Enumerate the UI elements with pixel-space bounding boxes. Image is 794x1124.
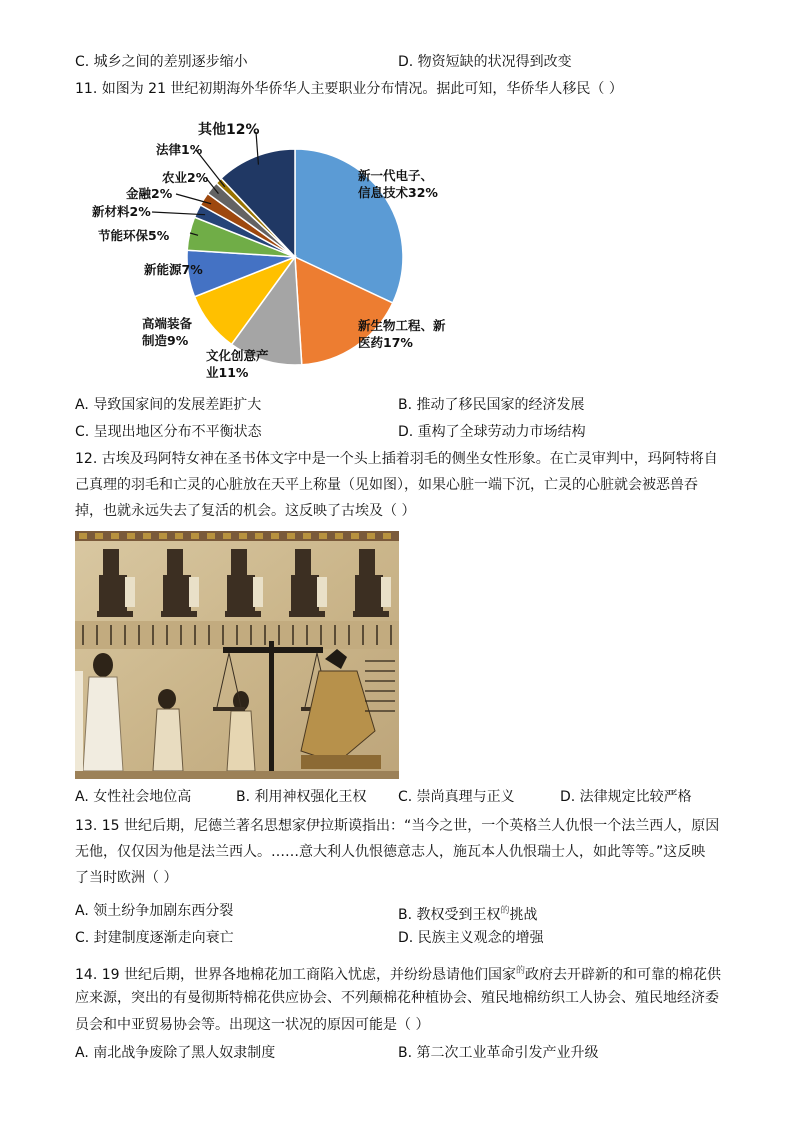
pie-slice-label-line: 信息技术32% xyxy=(358,185,438,200)
q13-option-c[interactable]: C. 封建制度逐渐走向衰亡 xyxy=(75,930,234,946)
q13-option-a[interactable]: A. 领土纷争加剧东西分裂 xyxy=(75,903,234,919)
pie-slice-label-line: 文化创意产 xyxy=(206,348,269,363)
q12-option-c[interactable]: C. 崇尚真理与正义 xyxy=(398,789,515,805)
pie-slice-label-line: 法律1% xyxy=(156,142,203,157)
q12-option-a[interactable]: A. 女性社会地位高 xyxy=(75,789,192,805)
q12-option-d[interactable]: D. 法律规定比较严格 xyxy=(560,789,692,805)
pie-slice-label xyxy=(92,204,151,219)
pie-slice-label xyxy=(144,262,203,277)
pie-slice-label-line: 新生物工程、新 xyxy=(358,318,446,333)
pie-slice-label xyxy=(142,316,193,348)
pie-slice-label xyxy=(198,121,260,138)
q14-stem-text-2: 政府去开辟新的和可靠的棉花供 xyxy=(525,967,721,983)
q14-option-b[interactable]: B. 第二次工业革命引发产业升级 xyxy=(398,1045,599,1061)
q13-option-b[interactable] xyxy=(398,901,538,925)
question-12-stem-line1: 12. 古埃及玛阿特女神在圣书体文字中是一个头上插着羽毛的侧坐女性形象。在亡灵审判中，玛阿特将自 xyxy=(75,451,718,467)
book-of-dead-weighing-heart-image xyxy=(75,531,399,779)
q13-option-b-text-1: B. 教权受到王权 xyxy=(398,907,501,923)
pie-slice-label-line: 制造9% xyxy=(142,333,189,348)
q11-option-d[interactable]: D. 重构了全球劳动力市场结构 xyxy=(398,424,586,440)
option-c: C. 城乡之间的差别逐步缩小 xyxy=(75,54,248,70)
option-d: D. 物资短缺的状况得到改变 xyxy=(398,54,572,70)
question-14-stem-line3: 员会和中亚贸易协会等。出现这一状况的原因可能是（ ） xyxy=(75,1017,430,1033)
pie-slice-label-line: 医药17% xyxy=(358,335,413,350)
pie-slice-label-line: 农业2% xyxy=(162,170,209,185)
pie-slice-label-line: 新能源7% xyxy=(144,262,203,277)
pie-slice-label xyxy=(162,170,209,185)
pie-slice-label xyxy=(98,228,170,243)
pie-slice-label-line: 金融2% xyxy=(126,186,173,201)
q11-option-c[interactable]: C. 呈现出地区分布不平衡状态 xyxy=(75,424,262,440)
q11-option-a[interactable]: A. 导致国家间的发展差距扩大 xyxy=(75,397,262,413)
pie-slice-label-line: 新一代电子、 xyxy=(358,168,434,183)
question-11-stem: 11. 如图为 21 世纪初期海外华侨华人主要职业分布情况。据此可知，华侨华人移民（ ） xyxy=(75,81,623,97)
pie-slice-label-line: 新材料2% xyxy=(92,204,151,219)
question-13-stem-line1: 13. 15 世纪后期，尼德兰著名思想家伊拉斯谟指出：“当今之世，一个英格兰人仇恨一个法兰西人，原因 xyxy=(75,818,720,834)
q13-option-b-text-2: 挑战 xyxy=(509,907,538,923)
q11-option-b[interactable]: B. 推动了移民国家的经济发展 xyxy=(398,397,585,413)
pie-slice-label xyxy=(156,142,203,157)
pie-slice-label-line: 其他12% xyxy=(198,122,260,138)
q12-option-b[interactable]: B. 利用神权强化王权 xyxy=(236,789,367,805)
question-14-stem-line1 xyxy=(75,961,721,985)
question-12-stem-line2: 己真理的羽毛和亡灵的心脏放在天平上称量（见如图），如果心脏一端下沉，亡灵的心脏就会被恶兽吞 xyxy=(75,477,698,493)
question-12-stem-line3: 掉，也就永远失去了复活的机会。这反映了古埃及（ ） xyxy=(75,503,416,519)
q14-stem-superscript: 的 xyxy=(515,966,525,976)
q14-option-a[interactable]: A. 南北战争废除了黑人奴隶制度 xyxy=(75,1045,276,1061)
q13-option-d[interactable]: D. 民族主义观念的增强 xyxy=(398,930,544,946)
q13-option-b-superscript: 的 xyxy=(500,906,510,916)
pie-slice-label-line: 业11% xyxy=(206,365,249,380)
pie-slice-label xyxy=(126,186,173,201)
q14-stem-text-1: 14. 19 世纪后期，世界各地棉花加工商陷入忧虑，并纷纷恳请他们国家 xyxy=(75,967,516,983)
question-14-stem-line2: 应来源，突出的有曼彻斯特棉花供应协会、不列颠棉花种植协会、殖民地棉纺织工人协会、殖民地经济委 xyxy=(75,990,719,1006)
pie-slice-label-line: 高端装备 xyxy=(142,316,193,331)
pie-slice-label xyxy=(206,348,269,380)
pie-chart xyxy=(80,112,480,387)
question-13-stem-line2: 无他，仅仅因为他是法兰西人。……意大利人仇恨德意志人，施瓦本人仇恨瑞士人，如此等等。”这反映 xyxy=(75,844,706,860)
question-13-stem-line3: 了当时欧洲（ ） xyxy=(75,870,178,886)
pie-slice-label-line: 节能环保5% xyxy=(98,228,170,243)
